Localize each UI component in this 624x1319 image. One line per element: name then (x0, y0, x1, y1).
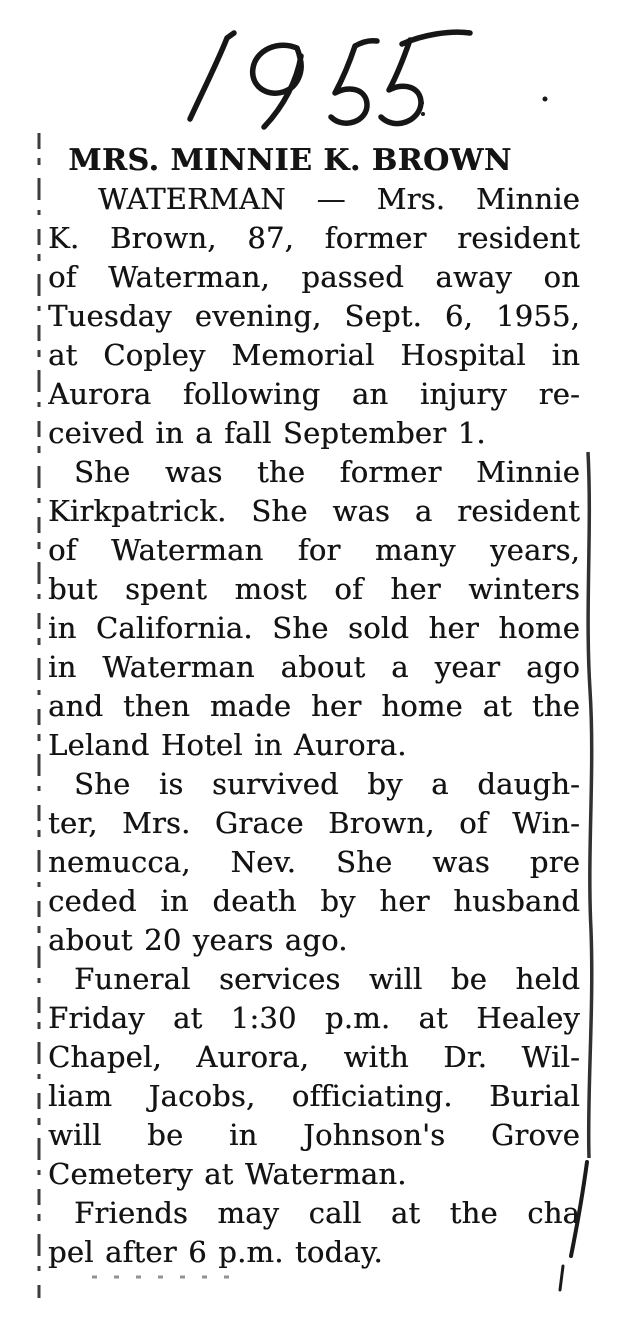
text-line: ceded in death by her husband (48, 884, 580, 918)
paragraph-dateline (48, 180, 580, 453)
ink-specks (420, 97, 548, 117)
text-line: about 20 years ago. (48, 923, 348, 957)
text-line: at Copley Memorial Hospital in (48, 338, 580, 372)
text-line: Friends may call at the cha (74, 1196, 580, 1230)
paragraph-survivors (48, 765, 580, 960)
digit-9-stroke (253, 45, 301, 127)
text-line: in Waterman about a year ago (48, 650, 580, 684)
handwritten-year (190, 32, 470, 127)
text-line: and then made her home at the (48, 689, 580, 723)
text-line: Chapel, Aurora, with Dr. Wil- (48, 1040, 580, 1074)
text-line: WATERMAN — Mrs. Minnie (98, 182, 580, 216)
paragraph-biography (48, 453, 580, 765)
text-line: Funeral services will be held (74, 962, 580, 996)
article-column (48, 141, 580, 1272)
text-line: of Waterman for many years, (48, 533, 580, 567)
text-line: Kirkpatrick. She was a resident (48, 494, 580, 528)
text-line: nemucca, Nev. She was pre (48, 845, 580, 879)
text-line: Cemetery at Waterman. (48, 1157, 407, 1191)
text-line: of Waterman, passed away on (48, 260, 580, 294)
digit-1-stroke (190, 33, 234, 119)
text-line: ter, Mrs. Grace Brown, of Win- (48, 806, 580, 840)
ink-speck (420, 101, 424, 105)
right-edge-line (588, 452, 592, 1158)
text-line: ceived in a fall September 1. (48, 416, 486, 450)
text-line: but spent most of her winters (48, 572, 580, 606)
ink-speck (543, 97, 548, 102)
text-line: pel after 6 p.m. today. (48, 1235, 383, 1269)
text-line: Friday at 1:30 p.m. at Healey (48, 1001, 580, 1035)
digit-5b-stroke (381, 32, 470, 123)
text-line: She is survived by a daugh- (74, 767, 580, 801)
paragraph-funeral (48, 960, 580, 1194)
obituary-headline: MRS. MINNIE K. BROWN (68, 143, 512, 178)
text-line: Tuesday evening, Sept. 6, 1955, (48, 299, 580, 333)
text-line: in California. She sold her home (48, 611, 580, 645)
text-line: She was the former Minnie (74, 455, 580, 489)
text-line: Aurora following an injury re- (48, 377, 580, 411)
digit-5a-stroke (331, 41, 377, 123)
paragraph-visitation (48, 1194, 580, 1272)
ink-speck (421, 112, 425, 116)
text-line: K. Brown, 87, former resident (48, 221, 580, 255)
text-line: will be in Johnson's Grove (48, 1118, 580, 1152)
text-line: liam Jacobs, officiating. Burial (48, 1079, 580, 1113)
text-line: Leland Hotel in Aurora. (48, 728, 407, 762)
